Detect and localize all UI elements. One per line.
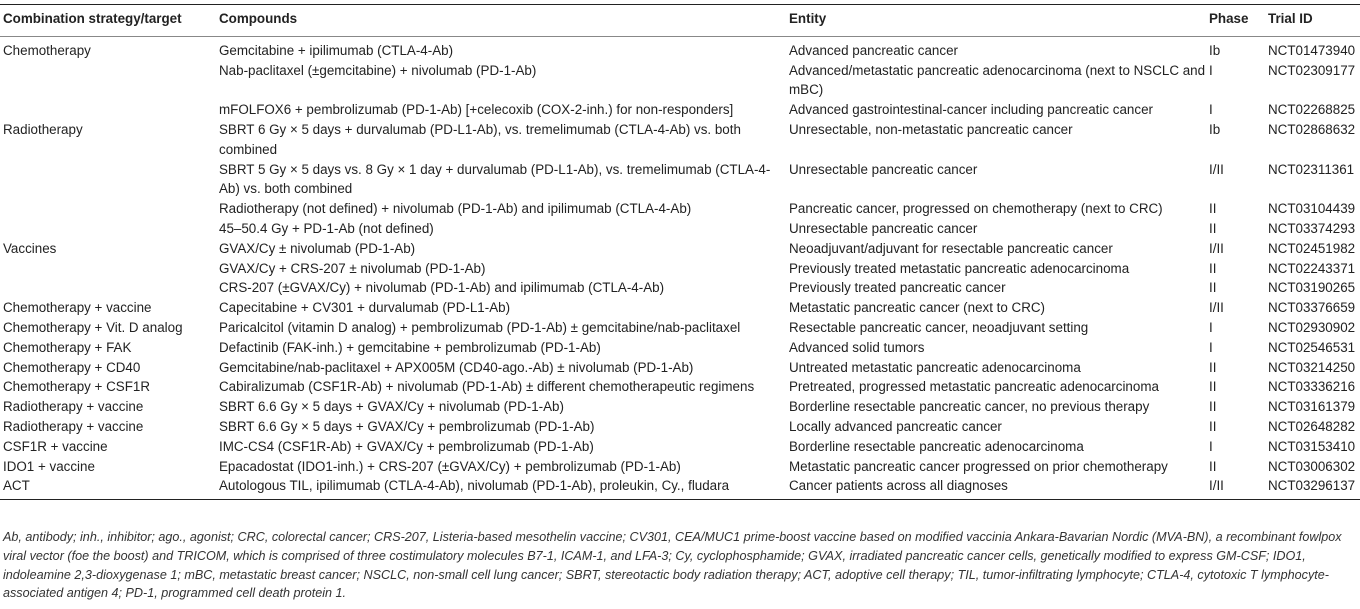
table-row (0, 377, 1360, 397)
cell-strategy (0, 259, 216, 279)
cell-trial-id: NCT03336216 (1268, 379, 1356, 395)
cell-phase: I/II (1209, 300, 1224, 316)
table-row (0, 437, 1360, 457)
cell-trial-id: NCT03296137 (1265, 476, 1360, 499)
cell-phase: Ib (1209, 121, 1221, 137)
cell-entity: Previously treated pancreatic cancer (789, 280, 1006, 296)
cell-trial-id: NCT03214250 (1268, 359, 1356, 375)
cell-phase: II (1209, 418, 1217, 434)
cell-entity: Previously treated metastatic pancreatic adenocarcinoma (789, 260, 1130, 276)
cell-compounds: CRS-207 (±GVAX/Cy) + nivolumab (PD-1-Ab) and ipilimumab (CTLA-4-Ab) (219, 280, 665, 296)
table-header (0, 5, 1360, 37)
cell-phase: II (1209, 458, 1217, 474)
header-strategy: Combination strategy/target (0, 5, 216, 37)
header-entity: Entity (786, 5, 1206, 37)
table-row (0, 239, 1360, 259)
cell-compounds: Paricalcitol (vitamin D analog) + pembrolizumab (PD-1-Ab) ± gemcitabine/nab-paclitaxel (219, 319, 741, 335)
cell-strategy: Chemotherapy + Vit. D analog (3, 319, 183, 335)
cell-entity: Metastatic pancreatic cancer progressed on prior chemotherapy (789, 458, 1168, 474)
cell-entity: Resectable pancreatic cancer, neoadjuvant setting (789, 319, 1089, 335)
cell-compounds: Cabiralizumab (CSF1R-Ab) + nivolumab (PD-1-Ab) ± different chemotherapeutic regimens (219, 379, 755, 395)
cell-entity: Unresectable pancreatic cancer (789, 161, 978, 177)
cell-compounds: Defactinib (FAK-inh.) + gemcitabine + pembrolizumab (PD-1-Ab) (219, 339, 601, 355)
cell-strategy (0, 278, 216, 298)
table-row (0, 298, 1360, 318)
cell-trial-id: NCT02648282 (1268, 418, 1356, 434)
cell-compounds: SBRT 6 Gy × 5 days + durvalumab (PD-L1-Ab), vs. tremelimumab (CTLA-4-Ab) vs. both combined (219, 121, 741, 157)
cell-compounds: IMC-CS4 (CSF1R-Ab) + GVAX/Cy + pembrolizumab (PD-1-Ab) (219, 438, 594, 454)
cell-phase: II (1209, 201, 1217, 217)
cell-compounds: 45–50.4 Gy + PD-1-Ab (not defined) (219, 220, 434, 236)
cell-trial-id: NCT02268825 (1268, 102, 1356, 118)
cell-strategy: Radiotherapy + vaccine (3, 399, 144, 415)
cell-strategy: ACT (0, 476, 216, 499)
cell-trial-id: NCT02311361 (1268, 161, 1355, 177)
cell-strategy (0, 100, 216, 120)
cell-strategy: Chemotherapy + CSF1R (3, 379, 150, 395)
table-row (0, 397, 1360, 417)
cell-phase: II (1209, 260, 1217, 276)
cell-strategy (0, 199, 216, 219)
cell-strategy: Radiotherapy + vaccine (3, 418, 144, 434)
cell-phase: Ib (1209, 42, 1221, 58)
cell-compounds: Epacadostat (IDO1-inh.) + CRS-207 (±GVAX/Cy) + pembrolizumab (PD-1-Ab) (219, 458, 681, 474)
cell-phase: II (1209, 220, 1217, 236)
cell-compounds: Nab-paclitaxel (±gemcitabine) + nivolumab (PD-1-Ab) (219, 62, 537, 78)
cell-phase: I (1209, 438, 1213, 454)
cell-strategy: Chemotherapy (3, 42, 91, 58)
cell-strategy: IDO1 + vaccine (3, 458, 95, 474)
cell-strategy (0, 61, 216, 101)
cell-strategy: Chemotherapy + CD40 (3, 359, 141, 375)
header-compounds: Compounds (216, 5, 786, 37)
table-row (0, 358, 1360, 378)
cell-phase: I/II (1209, 161, 1224, 177)
cell-entity: Borderline resectable pancreatic cancer, no previous therapy (789, 399, 1150, 415)
cell-entity: Cancer patients across all diagnoses (786, 476, 1206, 499)
header-trial-id: Trial ID (1265, 5, 1360, 37)
cell-trial-id: NCT02868632 (1268, 121, 1356, 137)
cell-compounds: Gemcitabine + ipilimumab (CTLA-4-Ab) (219, 42, 454, 58)
cell-entity: Unresectable, non-metastatic pancreatic cancer (789, 121, 1073, 137)
table-row (0, 100, 1360, 120)
cell-trial-id: NCT03374293 (1268, 220, 1356, 236)
cell-trial-id: NCT02546531 (1268, 339, 1356, 355)
cell-entity: Advanced pancreatic cancer (789, 42, 958, 58)
cell-entity: Advanced solid tumors (789, 339, 925, 355)
cell-phase: I (1209, 62, 1213, 78)
cell-compounds: SBRT 6.6 Gy × 5 days + GVAX/Cy + pembrolizumab (PD-1-Ab) (219, 418, 595, 434)
cell-phase: I/II (1209, 240, 1224, 256)
table-row (0, 219, 1360, 239)
cell-strategy (0, 160, 216, 200)
cell-strategy: Chemotherapy + FAK (3, 339, 132, 355)
table-row (0, 417, 1360, 437)
table-row (0, 160, 1360, 200)
cell-phase: I (1209, 339, 1213, 355)
cell-compounds: Autologous TIL, ipilimumab (CTLA-4-Ab), nivolumab (PD-1-Ab), proleukin, Cy., fludara (216, 476, 786, 499)
table-body (0, 36, 1360, 499)
cell-phase: II (1209, 379, 1217, 395)
cell-entity: Neoadjuvant/adjuvant for resectable pancreatic cancer (789, 240, 1113, 256)
cell-trial-id: NCT03190265 (1268, 280, 1356, 296)
cell-entity: Pretreated, progressed metastatic pancreatic adenocarcinoma (789, 379, 1159, 395)
cell-phase: II (1209, 399, 1217, 415)
cell-strategy: CSF1R + vaccine (3, 438, 108, 454)
cell-entity: Advanced/metastatic pancreatic adenocarcinoma (next to NSCLC and mBC) (789, 62, 1206, 98)
clinical-trials-table (0, 4, 1360, 500)
cell-trial-id: NCT03161379 (1268, 399, 1356, 415)
cell-trial-id: NCT02243371 (1268, 260, 1356, 276)
cell-strategy: Radiotherapy (3, 121, 83, 137)
cell-entity: Unresectable pancreatic cancer (789, 220, 978, 236)
cell-entity: Advanced gastrointestinal-cancer including pancreatic cancer (789, 102, 1153, 118)
cell-strategy (0, 219, 216, 239)
cell-entity: Locally advanced pancreatic cancer (789, 418, 1002, 434)
cell-trial-id: NCT03104439 (1268, 201, 1356, 217)
table-row (0, 120, 1360, 160)
cell-trial-id: NCT03006302 (1268, 458, 1356, 474)
cell-trial-id: NCT02309177 (1268, 62, 1356, 78)
table-row (0, 61, 1360, 101)
cell-entity: Borderline resectable pancreatic adenocarcinoma (789, 438, 1084, 454)
cell-phase: I (1209, 102, 1213, 118)
cell-compounds: SBRT 6.6 Gy × 5 days + GVAX/Cy + nivolumab (PD-1-Ab) (219, 399, 564, 415)
cell-entity: Pancreatic cancer, progressed on chemotherapy (next to CRC) (789, 201, 1163, 217)
cell-entity: Metastatic pancreatic cancer (next to CRC) (789, 300, 1046, 316)
cell-trial-id: NCT03376659 (1268, 300, 1356, 316)
cell-phase: I/II (1206, 476, 1265, 499)
table-row (0, 476, 1360, 499)
cell-trial-id: NCT01473940 (1268, 42, 1356, 58)
cell-trial-id: NCT02930902 (1268, 319, 1356, 335)
table-row (0, 338, 1360, 358)
cell-strategy: Chemotherapy + vaccine (3, 300, 152, 316)
cell-compounds: Capecitabine + CV301 + durvalumab (PD-L1-Ab) (219, 300, 511, 316)
cell-compounds: mFOLFOX6 + pembrolizumab (PD-1-Ab) [+celecoxib (COX-2-inh.) for non-responders] (219, 102, 734, 118)
cell-entity: Untreated metastatic pancreatic adenocarcinoma (789, 359, 1081, 375)
table-row (0, 36, 1360, 60)
table-row (0, 318, 1360, 338)
table-row (0, 457, 1360, 477)
cell-phase: II (1209, 280, 1217, 296)
cell-compounds: GVAX/Cy + CRS-207 ± nivolumab (PD-1-Ab) (219, 260, 486, 276)
cell-compounds: Radiotherapy (not defined) + nivolumab (PD-1-Ab) and ipilimumab (CTLA-4-Ab) (219, 201, 692, 217)
table-footnote: Ab, antibody; inh., inhibitor; ago., agonist; CRC, colorectal cancer; CRS-207, Listeria-based mesothelin vaccine; CV301, CEA/MUC1 prime-boost vaccine based on modified vaccinia Ankara-Bavarian Nordic (MVA-BN), a recombinant fowlpox viral vector (foe the boost) and TRICOM, which is comprised of three costimulatory molecules B7-1, ICAM-1, and LFA-3; Cy, cyclophosphamide; GVAX, irradiated pancreatic cancer cells, genetically modified to express GM-CSF; IDO1, indoleamine 2,3-dioxygenase 1; mBC, metastatic breast cancer; NSCLC, non-small cell lung cancer; SBRT, stereotactic body radiation therapy; ACT, adoptive cell therapy; TIL, tumor-infiltrating lymphocyte; CTLA-4, cytotoxic T lymphocyte-associated antigen 4; PD-1, programmed cell death protein 1. (3, 530, 1342, 601)
cell-compounds: Gemcitabine/nab-paclitaxel + APX005M (CD40-ago.-Ab) ± nivolumab (PD-1-Ab) (219, 359, 694, 375)
cell-strategy: Vaccines (3, 240, 57, 256)
table-row (0, 278, 1360, 298)
cell-compounds: SBRT 5 Gy × 5 days vs. 8 Gy × 1 day + durvalumab (PD-L1-Ab), vs. tremelimumab (CTLA-4-Ab) vs. both combined (219, 161, 771, 197)
cell-phase: II (1209, 359, 1217, 375)
table-row (0, 259, 1360, 279)
header-phase: Phase (1206, 5, 1265, 37)
table-row (0, 199, 1360, 219)
cell-compounds: GVAX/Cy ± nivolumab (PD-1-Ab) (219, 240, 416, 256)
cell-phase: I (1209, 319, 1213, 335)
cell-trial-id: NCT02451982 (1268, 240, 1356, 256)
cell-trial-id: NCT03153410 (1268, 438, 1356, 454)
